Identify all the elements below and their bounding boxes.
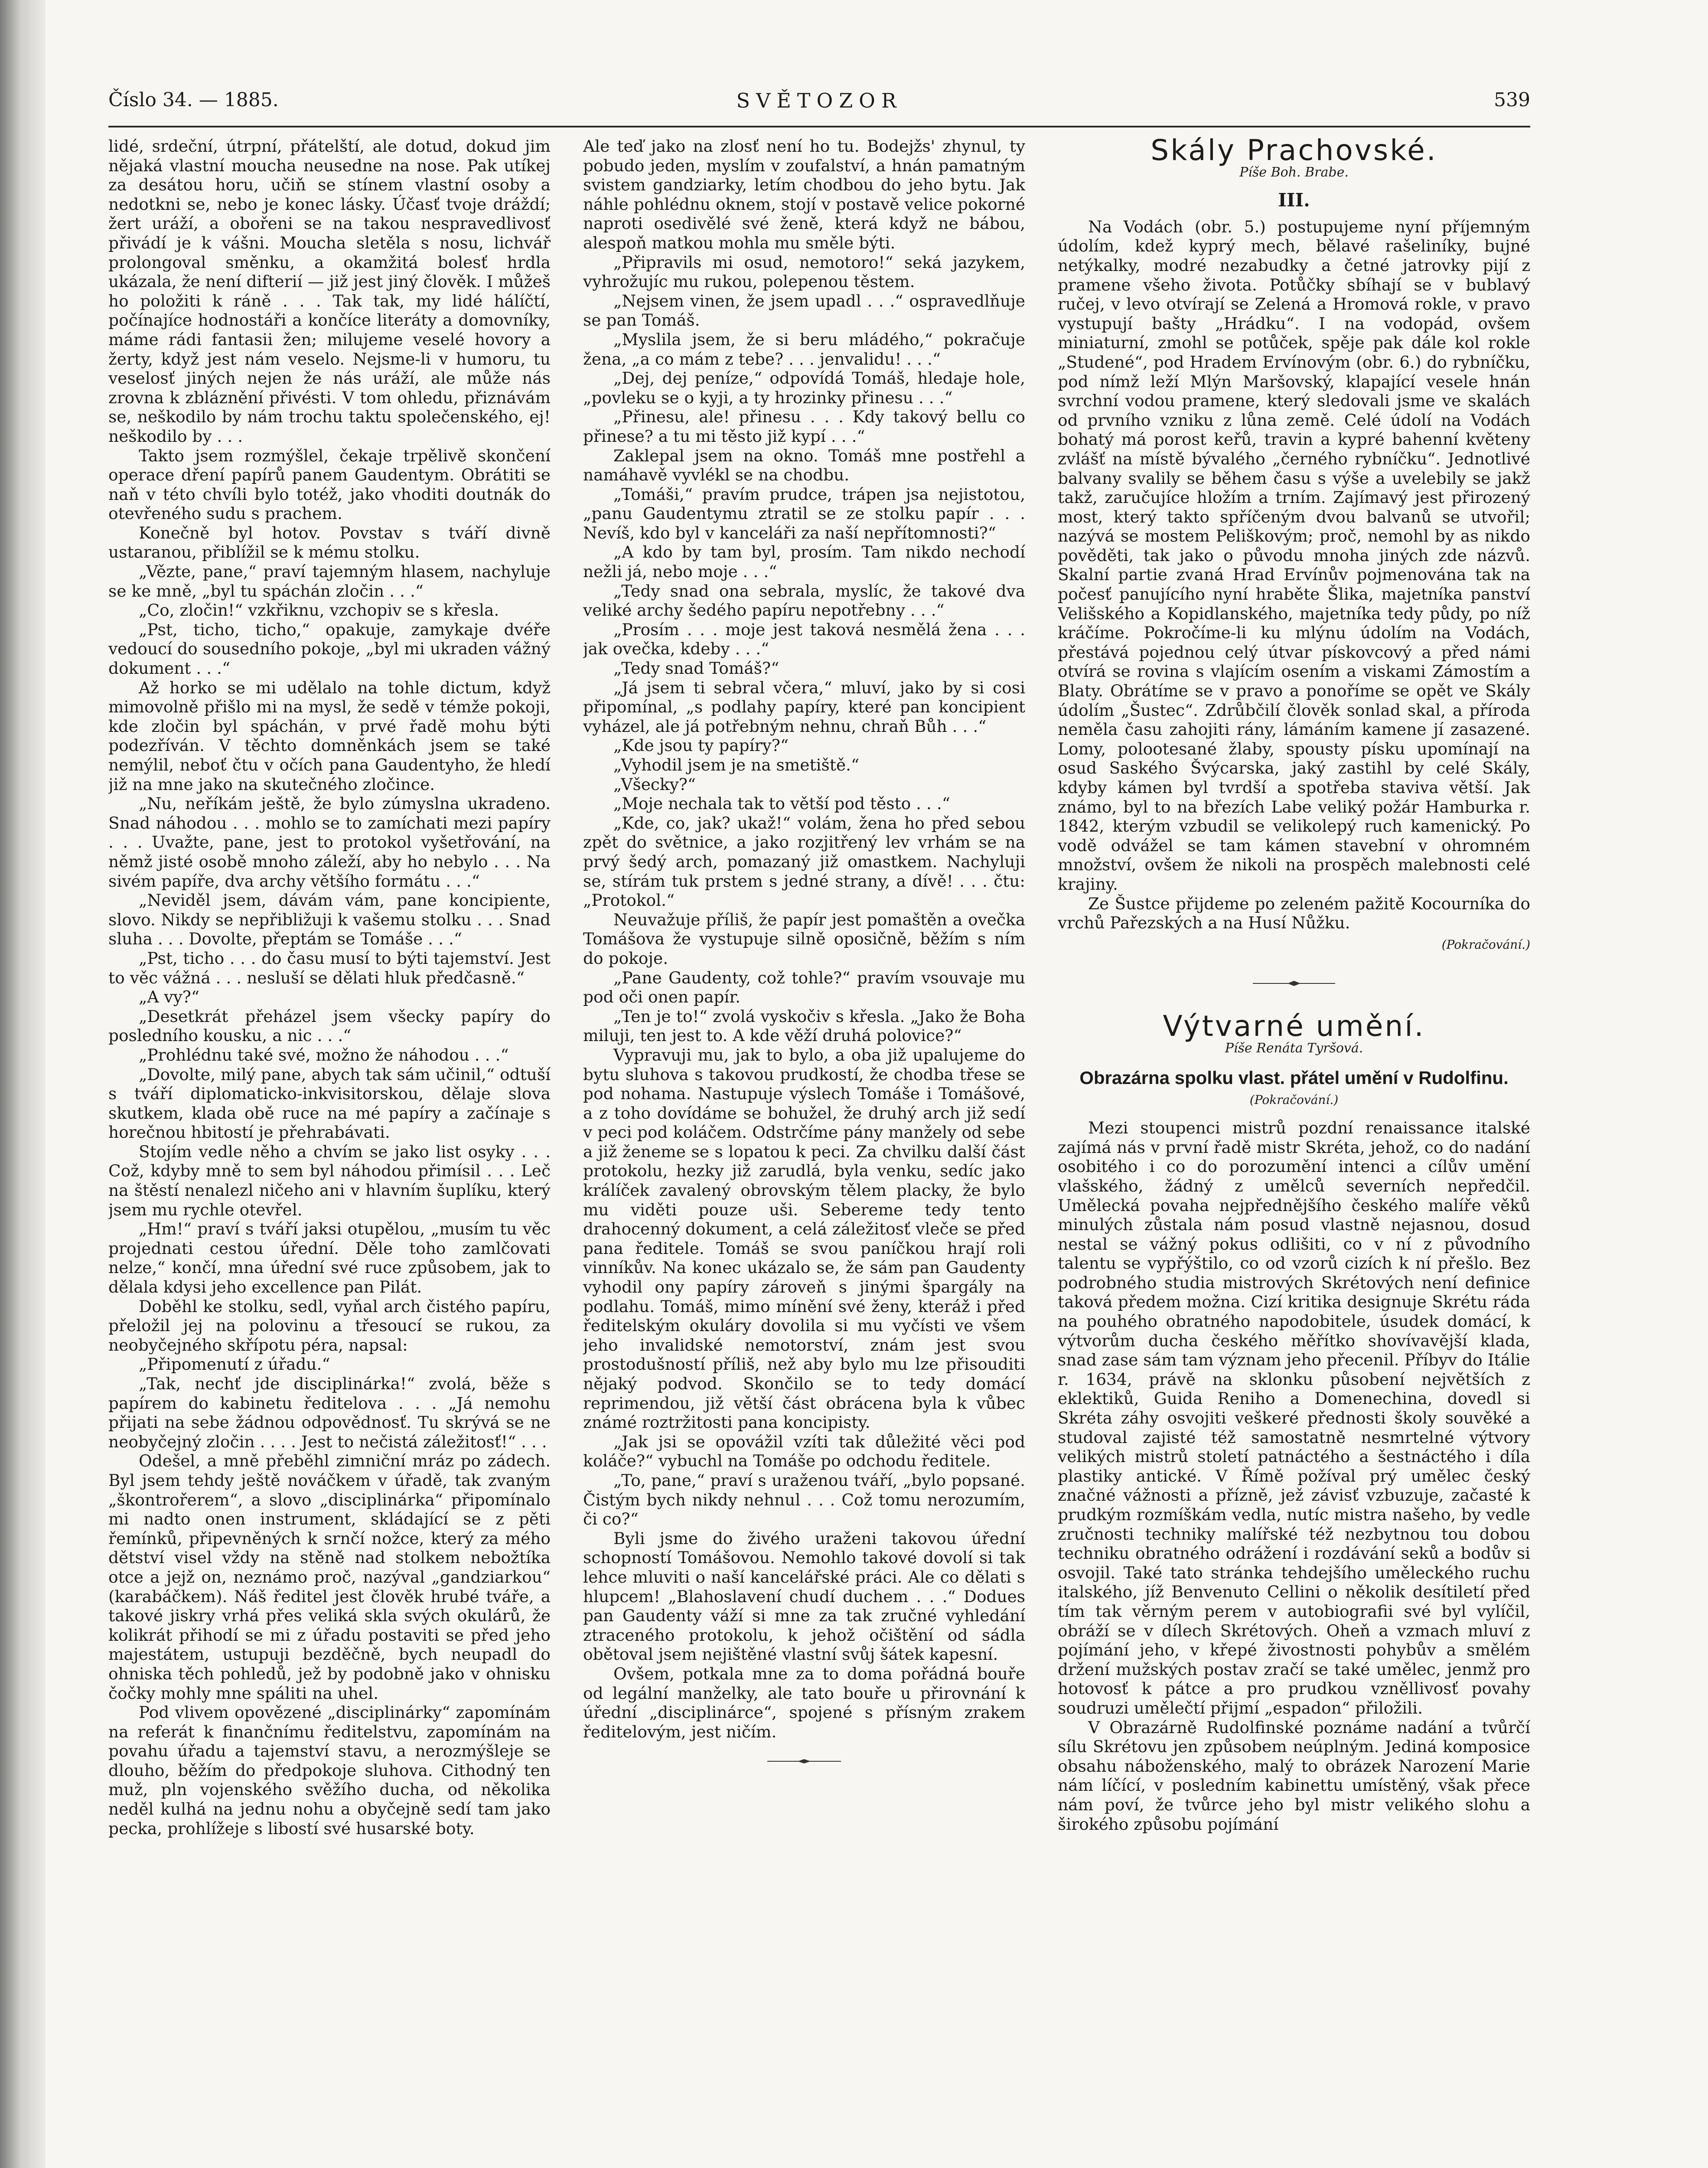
paragraph: „Vyhodil jsem je na smetiště.“ bbox=[613, 755, 860, 774]
section-divider bbox=[1253, 980, 1335, 986]
paragraph: „Moje nechala tak to větší pod těsto . . .“ bbox=[613, 794, 950, 813]
paragraph: „A vy?“ bbox=[139, 987, 200, 1007]
paragraph: „Ten je to!“ zvolá vyskočiv s křesla. „Jako že Boha miluji, ten jest to. A kde věží druhá polovice?“ bbox=[583, 1006, 1025, 1045]
paragraph: „Jak jsi se opovážil vzíti tak důležité věci pod koláče?“ vybuchl na Tomáše po odchodu ředitele. bbox=[583, 1432, 1025, 1471]
paragraph: „Přinesu, ale! přinesu . . . Kdy takový bellu co přinese? a tu mi těsto již kypí . . .“ bbox=[583, 407, 1025, 446]
continued-note: (Pokračování.) bbox=[1441, 937, 1530, 952]
column-middle bbox=[583, 137, 1025, 2168]
paragraph: „Připomenutí z úřadu.“ bbox=[139, 1355, 330, 1374]
section-body-umeni bbox=[1058, 1118, 1530, 1834]
binding-edge bbox=[0, 0, 46, 2168]
paragraph: Pod vlivem opovězené „disciplinárky“ zapomínám na referát k finančnímu ředitelstvu, zapomínám na povahu úřadu a tajemství stavu, a nerozmýšleje se dlouho, běžím do předpokoje sluhova. Cithodný ten muž, pln vojenského svěžího ducha, od několika neděl kulhá na jednu nohu a obyčejně sedí tam jako pecka, prohlížeje s libostí své husarské boty. bbox=[108, 1703, 551, 1838]
column-right bbox=[1058, 137, 1530, 2168]
section-author-skaly: Píše Boh. Brabe. bbox=[1239, 164, 1349, 180]
paragraph: „Všecky?“ bbox=[613, 774, 696, 794]
paragraph: „Připravils mi osud, nemotoro!“ seká jazykem, vyhrožujíc mu rukou, polepenou těstem. bbox=[583, 252, 1025, 291]
paragraph: Neuvažuje příliš, že papír jest pomaštěn a ovečka Tomášova že vystupuje silně oposičně, běžím s ním do pokoje. bbox=[583, 910, 1025, 968]
section-title-skaly: Skály Prachovské. bbox=[1151, 137, 1437, 167]
paragraph: „Pst, ticho . . . do času musí to býti tajemství. Jest to věc vážná . . . nesluší se dělati hluk předčasně.“ bbox=[108, 948, 551, 987]
paragraph: Stojím vedle něho a chvím se jako list osyky . . . Což, kdyby mně to sem byl náhodou přimísil . . . Leč na štěstí nenalezl ničeho ani v hlavním šuplíku, který jsem mu rychle otevřel. bbox=[108, 1142, 551, 1219]
section-title-umeni: Výtvarné umění. bbox=[1163, 1009, 1425, 1043]
paragraph: „Tedy snad Tomáš?“ bbox=[613, 659, 779, 678]
paragraph: „Dej, dej peníze,“ odpovídá Tomáš, hledaje hole, „povleku se o kyji, a ty hrozinky přinesu . . .“ bbox=[583, 369, 1025, 407]
paragraph: „Co, zločin!“ vzkřiknu, vzchopiv se s křesla. bbox=[139, 601, 499, 620]
paragraph: „Desetkrát přeházel jsem všecky papíry do posledního kousku, a nic . . .“ bbox=[108, 1006, 551, 1045]
paragraph: „Tak, nechť jde disciplinárka!“ zvolá, běže s papírem do kabinetu ředitelova . . . „Já nemohu přijati na sebe žádnou odpovědnosť. Tu skrývá se ne neobyčejný zločin . . . . Jest to nečistá záležitosť!“ . . . bbox=[108, 1374, 551, 1451]
issue-number: Číslo 34. — 1885. bbox=[108, 89, 279, 111]
paragraph: Ovšem, potkala mne za to doma pořádná bouře od legální manželky, ale tato bouře u přirovnání k úřední „disciplinárce“, spojené s přísným zrakem ředitelovým, jest ničím. bbox=[583, 1664, 1025, 1741]
paragraph: Ale teď jako na zlosť není ho tu. Bodejžs' zhynul, ty pobudo jeden, myslím v zoufalství, a hnán pamatným svistem gandziarky, letím chodbou do jeho bytu. Jak náhle pohlédnu oknem, stojí v postavě velice pokorné naproti osedivělé své ženě, která když ne bábou, alespoň matkou mohla mu směle býti. bbox=[583, 137, 1025, 252]
journal-title: SVĚTOZOR bbox=[736, 89, 903, 112]
paragraph: Vypravuji mu, jak to bylo, a oba již upalujeme do bytu sluhova s takovou prudkostí, že chodba třese se pod nohama. Nastupuje výslech Tomáše i Tomášové, a z toho dovídáme se bohužel, že druhý arch již sedí v peci pod koláčem. Odstrčíme pány manžely od sebe a již ženeme se s lopatou k peci. Za chvilku další část protokolu, hezky již zarudlá, byla venku, sedíc jako králíček zavalený obrovským tělem placky, že bylo mu viděti pouze uši. Sebereme tedy tento drahocenný dokument, a celá záležitosť vleče se před pana ředitele. Tomáš se svou paníčkou hrají roli vinníkův. Na konec ukázalo se, že sám pan Gaudenty vyhodil ony papíry zároveň s jinými špargály na podlahu. Tomáš, mimo mínění své ženy, kteráž i před ředitelským okuláry dovolila si mu vyčísti ve všem jeho invalidské nemotorství, znám jest svou prostodušností příliš, než aby bylo mu lze přisouditi nějaký podvod. Skončilo se to tedy domácí reprimendou, již větší část obrácena byla k vůbec známé roztržitosti pana koncipisty. bbox=[583, 1045, 1025, 1432]
paragraph: „To, pane,“ praví s uraženou tváří, „bylo popsané. Čistým bych nikdy nehnul . . . Což tomu nerozumím, či co?“ bbox=[583, 1470, 1025, 1529]
paragraph: „Tomáši,“ pravím prudce, trápen jsa nejistotou, „panu Gaudentymu ztratil se ze stolku papír . . . Nevíš, kdo byl v kanceláři za naší nepřítomnosti?“ bbox=[583, 484, 1025, 542]
paragraph: „Myslila jsem, že si beru mládého,“ pokračuje žena, „a co mám z tebe? . . . jenvalidu! . . .“ bbox=[583, 330, 1025, 369]
column-middle-body bbox=[583, 137, 1025, 1741]
paragraph: „Pane Gaudenty, což tohle?“ pravím vsouvaje mu pod oči onen papír. bbox=[583, 968, 1025, 1007]
column-left bbox=[108, 137, 551, 2168]
paragraph: „Vězte, pane,“ praví tajemným hlasem, nachyluje se ke mně, „byl tu spáchán zločin . . .“ bbox=[108, 562, 551, 601]
paragraph: „Já jsem ti sebral včera,“ mluví, jako by si cosi připomínal, „s podlahy papíry, které pan koncipient vyházel, ale já potřebným nehnu, chraň Bůh . . .“ bbox=[583, 678, 1025, 736]
paragraph: Odešel, a mně přeběhl zimniční mráz po zádech. Byl jsem tehdy ještě nováčkem v úřadě, tak zvaným „škontrořerem“, a slovo „disciplinárka“ připomínalo mi nadto onen instrument, skládající se z pěti řemínků, připevněných k srnčí nožce, který za mého dětství visel vždy na stěně nad stolkem nebožtíka otce a jejž on, neznámo proč, nazýval „gandziarkou“ (karabáčkem). Náš ředitel jest člověk hrubé tváře, a takové jiskry vrhá přes veliká skla svých okulárů, že kolikrát přihodí se mi z úřadu postaviti se před jeho majestátem, ustupuji bezděčně, bych neupadl do ohniska těch pohledů, jež by podobně jako v ohnisku čočky mohly mne spáliti na uhel. bbox=[108, 1451, 551, 1703]
paragraph: „Neviděl jsem, dávám vám, pane koncipiente, slovo. Nikdy se nepřibližuji k vašemu stolku . . . Snad sluha . . . Dovolte, přeptám se Tomáše . . .“ bbox=[108, 891, 551, 949]
paragraph: Konečně byl hotov. Povstav s tváří divně ustaranou, přiblížil se k mému stolku. bbox=[108, 523, 551, 562]
paragraph: „Kde jsou ty papíry?“ bbox=[613, 736, 789, 755]
paragraph: „Kde, co, jak? ukaž!“ volám, žena ho před sebou zpět do světnice, a jako rozjitřený lev vrhám se na prvý šedý arch, pomazaný již omastkem. Nachyluji se, stírám tuk prstem s jedné strany, a dívě! . . . čtu: „Protokol.“ bbox=[583, 813, 1025, 910]
paragraph: „Nu, neříkám ještě, že bylo zúmyslna ukradeno. Snad náhodou . . . mohlo se to zamíchati mezi papíry . . . Uvažte, pane, jest to protokol vyšetřování, na němž jisté osobě mnoho záleží, aby ho nebylo . . . Na sivém papíře, dva archy většího formátu . . .“ bbox=[108, 794, 551, 891]
header-rule bbox=[108, 126, 1530, 127]
paragraph: „Pst, ticho, ticho,“ opakuje, zamykaje dvéře vedoucí do sousedního pokoje, „byl mi ukraden vážný dokument . . .“ bbox=[108, 620, 551, 678]
paragraph: Ze Šustce přijdeme po zeleném pažitě Kocourníka do vrchů Pařezských a na Husí Nůžku. bbox=[1058, 894, 1530, 933]
paragraph: „Dovolte, milý pane, abych tak sám učinil,“ odtuší s tváří diplomaticko-inkvisitorskou, dělaje slova skutkem, klada obě ruce na mé papíry a začínaje s horečnou hbitostí je přehrabávati. bbox=[108, 1064, 551, 1142]
paragraph: „Tedy snad ona sebrala, myslíc, že takové dva veliké archy šedého papíru nepotřebny . . .“ bbox=[583, 581, 1025, 620]
paragraph: Doběhl ke stolku, sedl, vyňal arch čistého papíru, přeložil jej na polovinu a třesoucí se rukou, za neobyčejného skřípotu péra, napsal: bbox=[108, 1296, 551, 1355]
paragraph: Na Vodách (obr. 5.) postupujeme nyní příjemným údolím, kdež kyprý mech, bělavé rašeliníky, bujné netýkalky, modré nezabudky a četné jatrovky pijí z pramene všeho života. Potůčky sbíhají se v bublavý ručej, v levo otvírají se Zelená a Hromová rokle, v pravo vystupují bašty „Hrádku“. I na vodopád, ovšem miniaturní, zmohl se potůček, spěje pak dále kol rokle „Studené“, pod Hradem Ervínovým (obr. 6.) do rybníčku, pod nímž leží Mlýn Maršovský, klapající vesele hnán svrchní vodou pramene, který sledovali jsme ve skalách od prvního vzniku z lůna země. Celé údolí na Vodách bohatý má porost keřů, travin a kypré bahenní květeny zvlášť na místě bývalého „černého rybníčku“. Jednotlivé balvany svalily se během času s výše a uvelebily se jakž takž, zaručujíce hložím a trním. Zajímavý jest přirozený most, který takto spříčeným dvou balvanů se utvořil; nazývá se mostem Peliškovým; proč, nemohl by as nikdo pověděti, tak jako o původu mnoha jiných zde názvů. Skalní partie zvaná Hrad Ervínův pojmenována tak na počesť panujícího nyní hraběte Šlika, majetníka panství Velišského a Kopidlanského, majetníka tedy půdy, po níž kráčíme. Pokročíme-li ku mlýnu údolím na Vodách, přestává pojednou celý útvar pískovcový a před námi otvírá se rovina s vlajícím osením a viskami Zámostím a Blaty. Obrátíme se v pravo a ponoříme se opět ve Skály údolím „Šustec“. Zdrůbčilí člověk sonlad skal, a příroda neměla času zahojiti rány, lámáním kamene jí zasazené. Lomy, polootesané žlaby, spousty písku upomínají na osud Saského Švýcarska, jaký zastihl by celé Skály, kdyby kámen byl tvrdší a spotřeba staviva větší. Jak známo, byl to na březích Labe veliký požár Hamburka r. 1842, kterým vzbudil se velikolepý ruch kamenický. Po vodě odvážel se tam kámen stavební v ohromném množství, ovšem že nikoli na prospěch malebnosti celé krajiny. bbox=[1058, 217, 1530, 894]
paragraph: „Nejsem vinen, že jsem upadl . . .“ ospravedlňuje se pan Tomáš. bbox=[583, 291, 1025, 330]
paragraph: Až horko se mi udělalo na tohle dictum, když mimovolně přišlo mi na mysl, že sedě v témže pokoji, kde zločin byl spáchán, v prvé řadě mohu býti podezříván. V těchto domněnkách jsem se také nemýlil, neboť čtu v očích pana Gaudentyho, že hledí již na mne jako na skutečného zločince. bbox=[108, 678, 551, 794]
article-subtitle: Obrazárna spolku vlast. přátel umění v Rudolfinu. bbox=[1079, 1067, 1509, 1088]
chapter-number: III. bbox=[1278, 189, 1310, 211]
page-header bbox=[108, 89, 1530, 119]
paragraph: V Obrazárně Rudolfinské poznáme nadání a tvůrčí sílu Skrétovu jen způsobem neúplným. Jediná komposice obsahu náboženského, malý to obrázek Narození Marie nám líčící, v posledním kabinettu umístěný, však přece nám poví, že tvůrce jeho byl mistr velikého slohu a širokého způsobu pojímání bbox=[1058, 1717, 1530, 1834]
paragraph: Byli jsme do živého uraženi takovou úřední schopností Tomášovou. Nemohlo takové dovolí si tak lehce mluviti o naší kancelářské práci. Ale co dělati s hlupcem! „Blahoslavení chudí duchem . . .“ Dodues pan Gaudenty váží si mne za tak zručné vyhledání ztraceného protokolu, k jehož očištění od sádla obětoval jsem nejištěné vlastní svůj šátek kapesní. bbox=[583, 1528, 1025, 1664]
section-author-umeni: Píše Renáta Tyršová. bbox=[1225, 1040, 1363, 1056]
paragraph: Zaklepal jsem na okno. Tomáš mne postřehl a namáhavě vyvlékl se na chodbu. bbox=[583, 446, 1025, 485]
continued-note-2: (Pokračování.) bbox=[1249, 1092, 1339, 1107]
paragraph: „Prosím . . . moje jest taková nesmělá žena . . . jak ovečka, kdeby . . .“ bbox=[583, 620, 1025, 659]
paragraph: Mezi stoupenci mistrů pozdní renaissance italské zajímá nás v první řadě mistr Skréta, jehož, co do nadání osobitého i co do porozumění intenci a cílův umění vlašského, žádný z umělců severních nepředčil. Umělecká povaha nejpřednějšího českého malíře věků minulých zůstala nám posud vlastně nejasnou, dosud nestal se vážný pokus odlišiti, co v ní z původního talentu se vypřýštilo, co od vzorů cizích k ní přešlo. Bez podrobného studia mistrových Skrétových není definice taková předem možna. Cizí kritika designuje Skrétu ráda na pouhého obratného napodobitele, úsudek domácí, k výtvorům ducha českého měřítko shovívavější klada, snad zase sám tam význam jeho přecenil. Příbyv do Itálie r. 1634, právě na sklonku působení největších z eklektiků, Guida Reniho a Domenechina, dovedl si Skréta záhy osvojiti veškeré přednosti školy souvěké a studoval zajisté též samostatně nesmrtelné výtvory velikých mistrů století patnáctého a šestnáctého i díla plastiky antické. V Římě požíval prý umělec český značné vážnosti a přízně, jež závisť vzbuzuje, začasté k prudkým rozmíškám vedla, nutíc mistra našeho, by vedle zručnosti techniky malířské též nezbytnou tou dobou techniku obratného odrážení i rozdávání seků a bodův si osvojil. Také tato stránka tehdejšího uměleckého ruchu italského, jíž Benvenuto Cellini o několik desítiletí před tím tak věrným perem v autobiografii své byl vylíčil, obráží se v dílech Skrétových. Oheň a vzmach mluví z pojímání jeho, v křepé živostnosti pohybův a smělém držení mužských postav zračí se také umělec, jenmž pro hotovosť k pátce a pro prudkou vzněllivosť povahy soudruzi umělečtí přijmí „espadon“ přiložili. bbox=[1058, 1118, 1530, 1717]
end-rule bbox=[767, 1759, 841, 1764]
page-number: 539 bbox=[1494, 89, 1530, 111]
section-body-skaly bbox=[1058, 217, 1530, 933]
paragraph: „Prohlédnu také své, možno že náhodou . . .“ bbox=[139, 1045, 509, 1064]
paragraph: „Hm!“ praví s tváří jaksi otupělou, „musím tu věc projednati cestou úřední. Děle toho zamlčovati nelze,“ končí, mna úřední své ruce způsobem, jak to dělala kdysi jeho excellence pan Pilát. bbox=[108, 1219, 551, 1297]
paragraph: „A kdo by tam byl, prosím. Tam nikdo nechodí nežli já, nebo moje . . .“ bbox=[583, 542, 1025, 581]
paragraph: Takto jsem rozmýšlel, čekaje trpělivě skončení operace dření papírů panem Gaudentym. Obrátiti se naň v této chvíli bylo totéž, jako vhoditi doutnák do otevřeného sudu s prachem. bbox=[108, 446, 551, 523]
paragraph: lidé, srdeční, útrpní, přátelští, ale dotud, dokud jim nějaká vlastní moucha neusedne na nose. Pak utíkej za desátou horu, učiň se stínem vlastní osoby a nedotkni se, nebo je konec lásky. Účasť tvoje dráždí; žert uráží, a obořeni se na takou nespravedlivosť přivádí je k vášni. Moucha sletěla s nosu, lichvář prolongoval směnku, a okamžitá bolesť hrdla ukázala, že není difterií — již jest jiný člověk. I můžeš ho položiti k ráně . . . Tak tak, my lidé hálíčtí, počínajíce hodnostáři a končíce literáty a domovníky, máme rádi fantasii žen; milujeme veselé hovory a žerty, když jest nám veselo. Nejsme-li v humoru, tu veselosť jiných nejen že nás uráží, ale může nás zrovna k zbláznění přivésti. V tom ohledu, přiznávám se, neškodilo by nám trochu taktu společenského, ej! neškodilo by . . . bbox=[108, 137, 551, 446]
